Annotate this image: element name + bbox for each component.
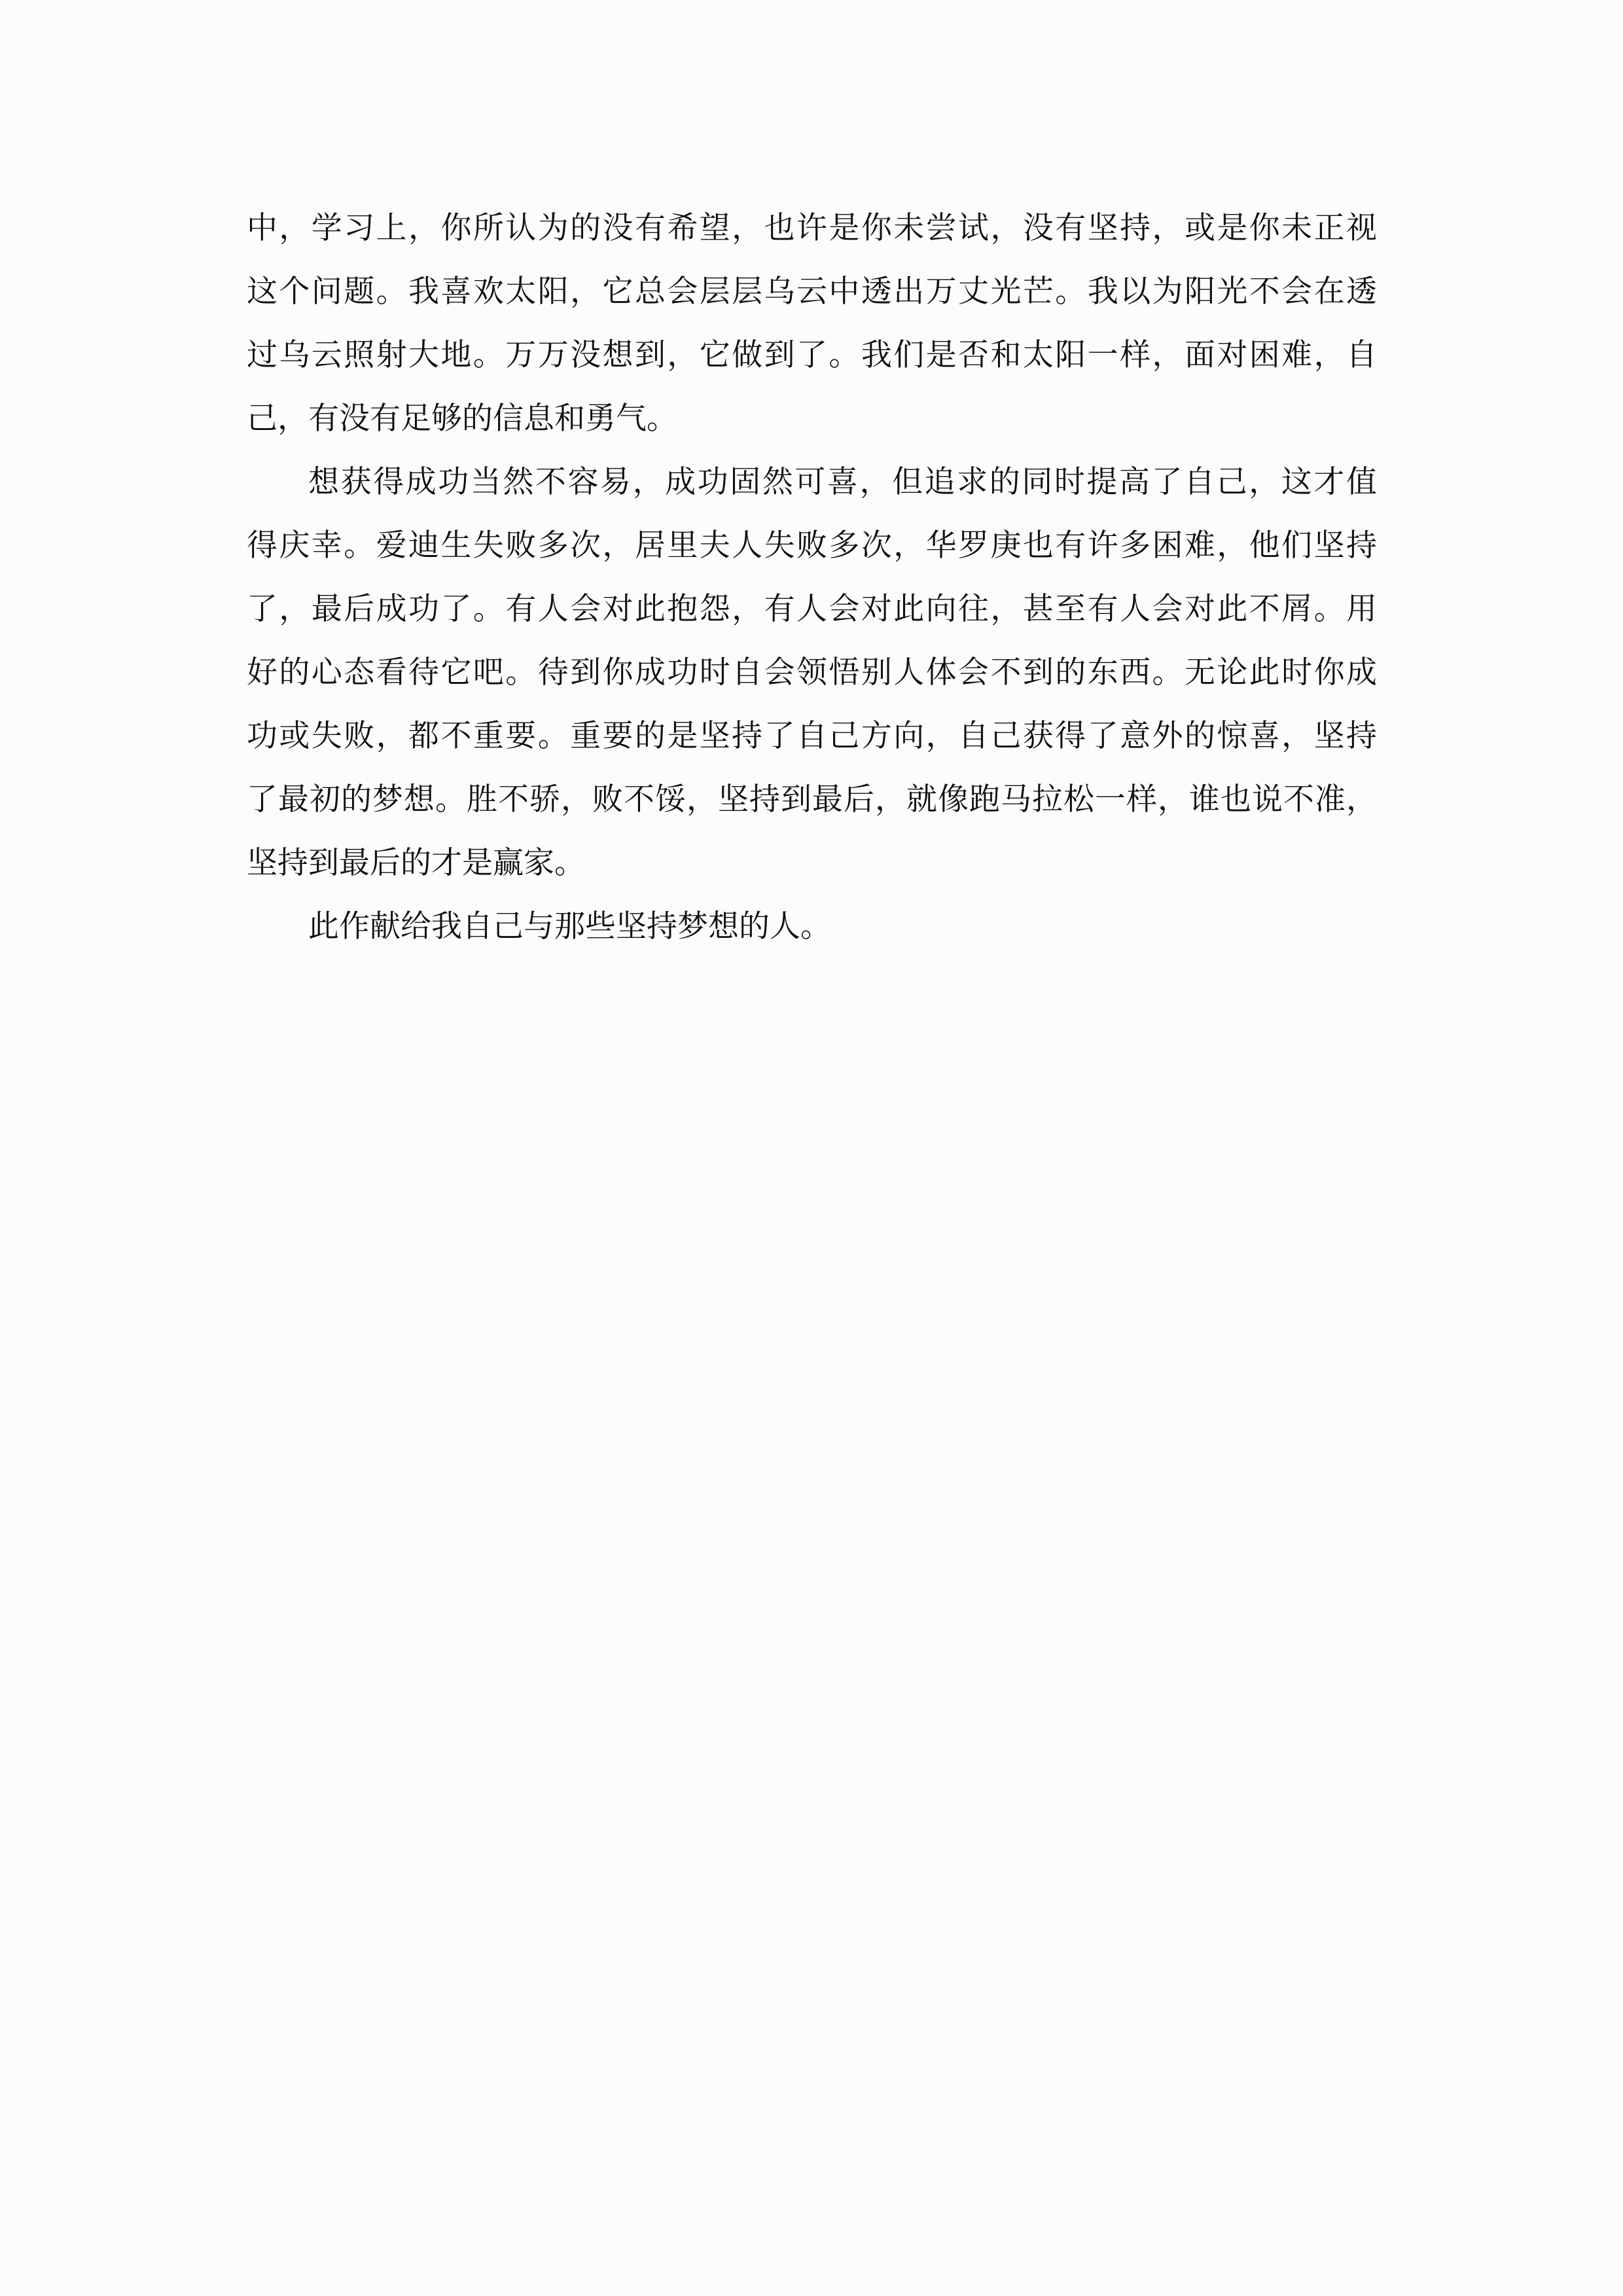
text-line: 得庆幸。爱迪生失败多次，居里夫人失败多次，华罗庚也有许多困难，他们坚持 xyxy=(247,528,1377,564)
text-line: 过乌云照射大地。万万没想到，它做到了。我们是否和太阳一样，面对困难，自 xyxy=(247,337,1377,373)
text-line: 此作献给我自己与那些坚持梦想的人。 xyxy=(308,908,831,944)
text-line: 中，学习上，你所认为的没有希望，也许是你未尝试，没有坚持，或是你未正视 xyxy=(247,210,1377,246)
text-line: 这个问题。我喜欢太阳，它总会层层乌云中透出万丈光芒。我以为阳光不会在透 xyxy=(247,274,1377,310)
text-line: 坚持到最后的才是赢家。 xyxy=(247,845,585,881)
text-line: 想获得成功当然不容易，成功固然可喜，但追求的同时提高了自己，这才值 xyxy=(308,464,1377,500)
text-line: 了，最后成功了。有人会对此抱怨，有人会对此向往，甚至有人会对此不屑。用 xyxy=(247,591,1377,627)
text-line: 好的心态看待它吧。待到你成功时自会领悟别人体会不到的东西。无论此时你成 xyxy=(247,655,1377,691)
text-line: 功或失败，都不重要。重要的是坚持了自己方向，自己获得了意外的惊喜，坚持 xyxy=(247,718,1377,754)
essay-text-block xyxy=(247,196,1377,958)
text-line: 己，有没有足够的信息和勇气。 xyxy=(247,401,677,437)
text-line: 了最初的梦想。胜不骄，败不馁，坚持到最后，就像跑马拉松一样，谁也说不准， xyxy=(247,781,1377,817)
